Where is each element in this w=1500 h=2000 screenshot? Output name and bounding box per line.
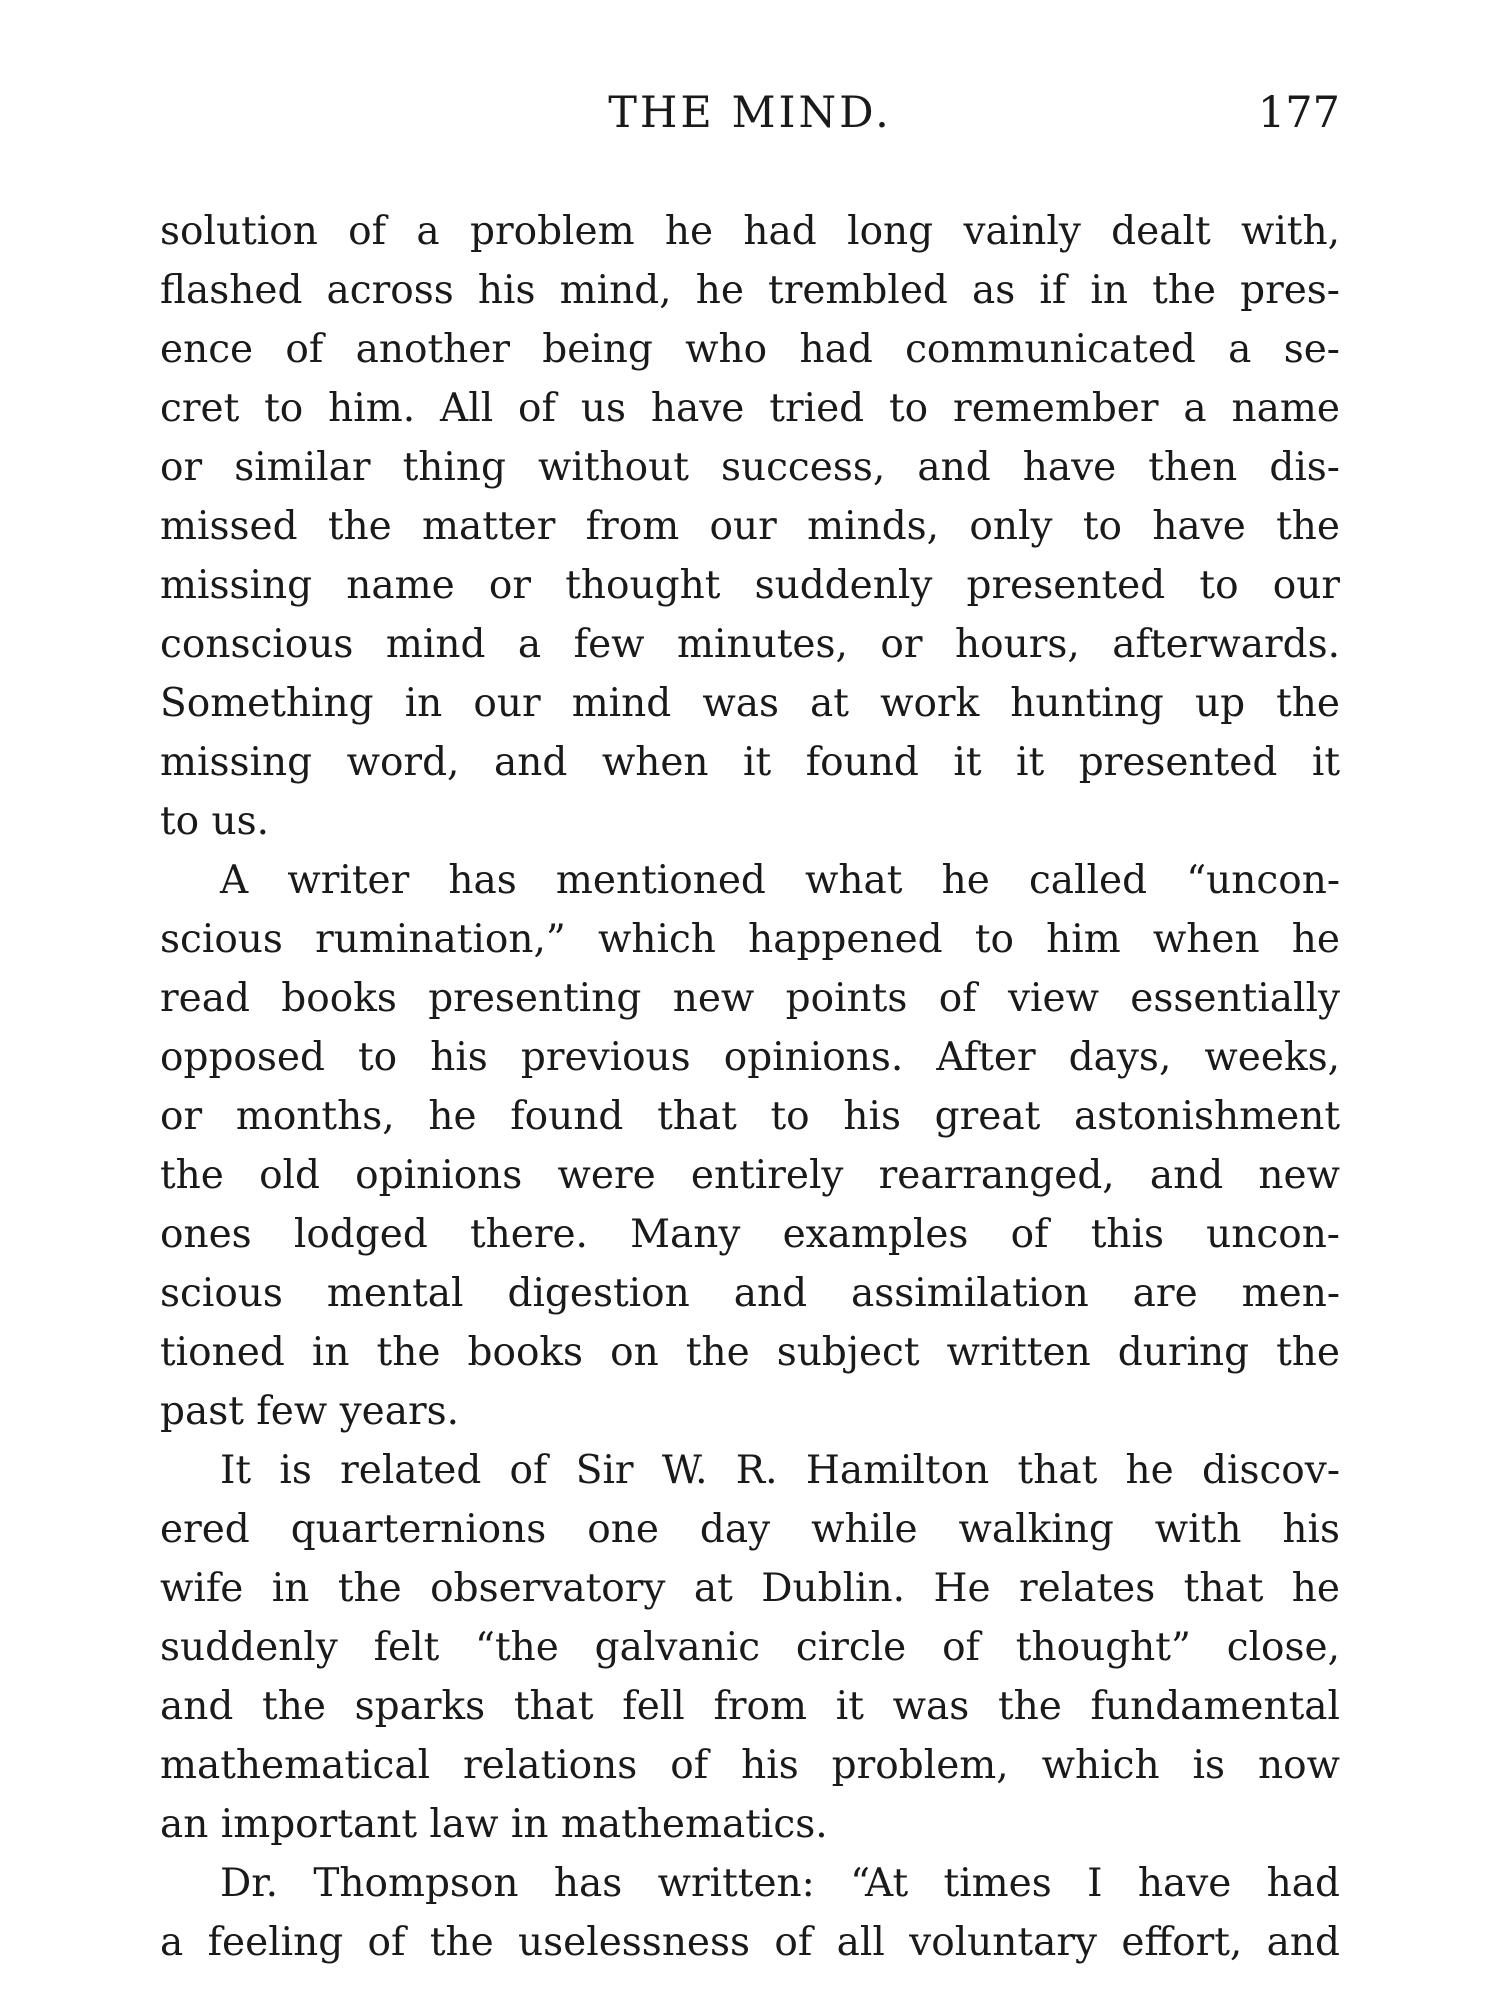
text-line: a feeling of the uselessness of all voluntary effort, and bbox=[160, 1920, 1340, 1965]
text-line: past few years. bbox=[160, 1389, 460, 1434]
page-number: 177 bbox=[1257, 88, 1340, 138]
text-line: solution of a problem he had long vainly dealt with, bbox=[160, 209, 1340, 254]
text-line: missing word, and when it found it it presented it bbox=[160, 740, 1340, 785]
text-line: read books presenting new points of view essentially bbox=[160, 976, 1340, 1021]
running-title: THE MIND. bbox=[608, 88, 892, 138]
text-line: opposed to his previous opinions. After days, weeks, bbox=[160, 1035, 1340, 1080]
text-line: to us. bbox=[160, 799, 270, 844]
text-line: and the sparks that fell from it was the fundamental bbox=[160, 1684, 1340, 1729]
text-line: ones lodged there. Many examples of this uncon- bbox=[160, 1212, 1340, 1257]
text-line: missed the matter from our minds, only to have the bbox=[160, 504, 1340, 549]
text-line: ered quarternions one day while walking with his bbox=[160, 1507, 1340, 1552]
text-line: Something in our mind was at work hunting up the bbox=[160, 681, 1340, 726]
text-line: or similar thing without success, and have then dis- bbox=[160, 445, 1340, 490]
text-line: A writer has mentioned what he called “uncon- bbox=[220, 858, 1340, 903]
text-line: wife in the observatory at Dublin. He relates that he bbox=[160, 1566, 1340, 1611]
body-text bbox=[160, 202, 1340, 1972]
text-line: scious mental digestion and assimilation are men- bbox=[160, 1271, 1340, 1316]
text-line: cret to him. All of us have tried to remember a name bbox=[160, 386, 1340, 431]
text-line: ence of another being who had communicated a se- bbox=[160, 327, 1340, 372]
text-line: an important law in mathematics. bbox=[160, 1802, 828, 1847]
text-line: tioned in the books on the subject written during the bbox=[160, 1330, 1340, 1375]
text-line: flashed across his mind, he trembled as if in the pres- bbox=[160, 268, 1340, 313]
text-line: suddenly felt “the galvanic circle of thought” close, bbox=[160, 1625, 1340, 1670]
running-head bbox=[160, 88, 1340, 148]
text-line: or months, he found that to his great astonishment bbox=[160, 1094, 1340, 1139]
text-line: mathematical relations of his problem, which is now bbox=[160, 1743, 1340, 1788]
text-line: missing name or thought suddenly presented to our bbox=[160, 563, 1340, 608]
text-line: conscious mind a few minutes, or hours, afterwards. bbox=[160, 622, 1340, 667]
text-line: It is related of Sir W. R. Hamilton that he discov- bbox=[220, 1448, 1340, 1493]
text-line: the old opinions were entirely rearranged, and new bbox=[160, 1153, 1340, 1198]
text-line: scious rumination,” which happened to him when he bbox=[160, 917, 1340, 962]
text-line: Dr. Thompson has written: “At times I have had bbox=[220, 1861, 1340, 1906]
